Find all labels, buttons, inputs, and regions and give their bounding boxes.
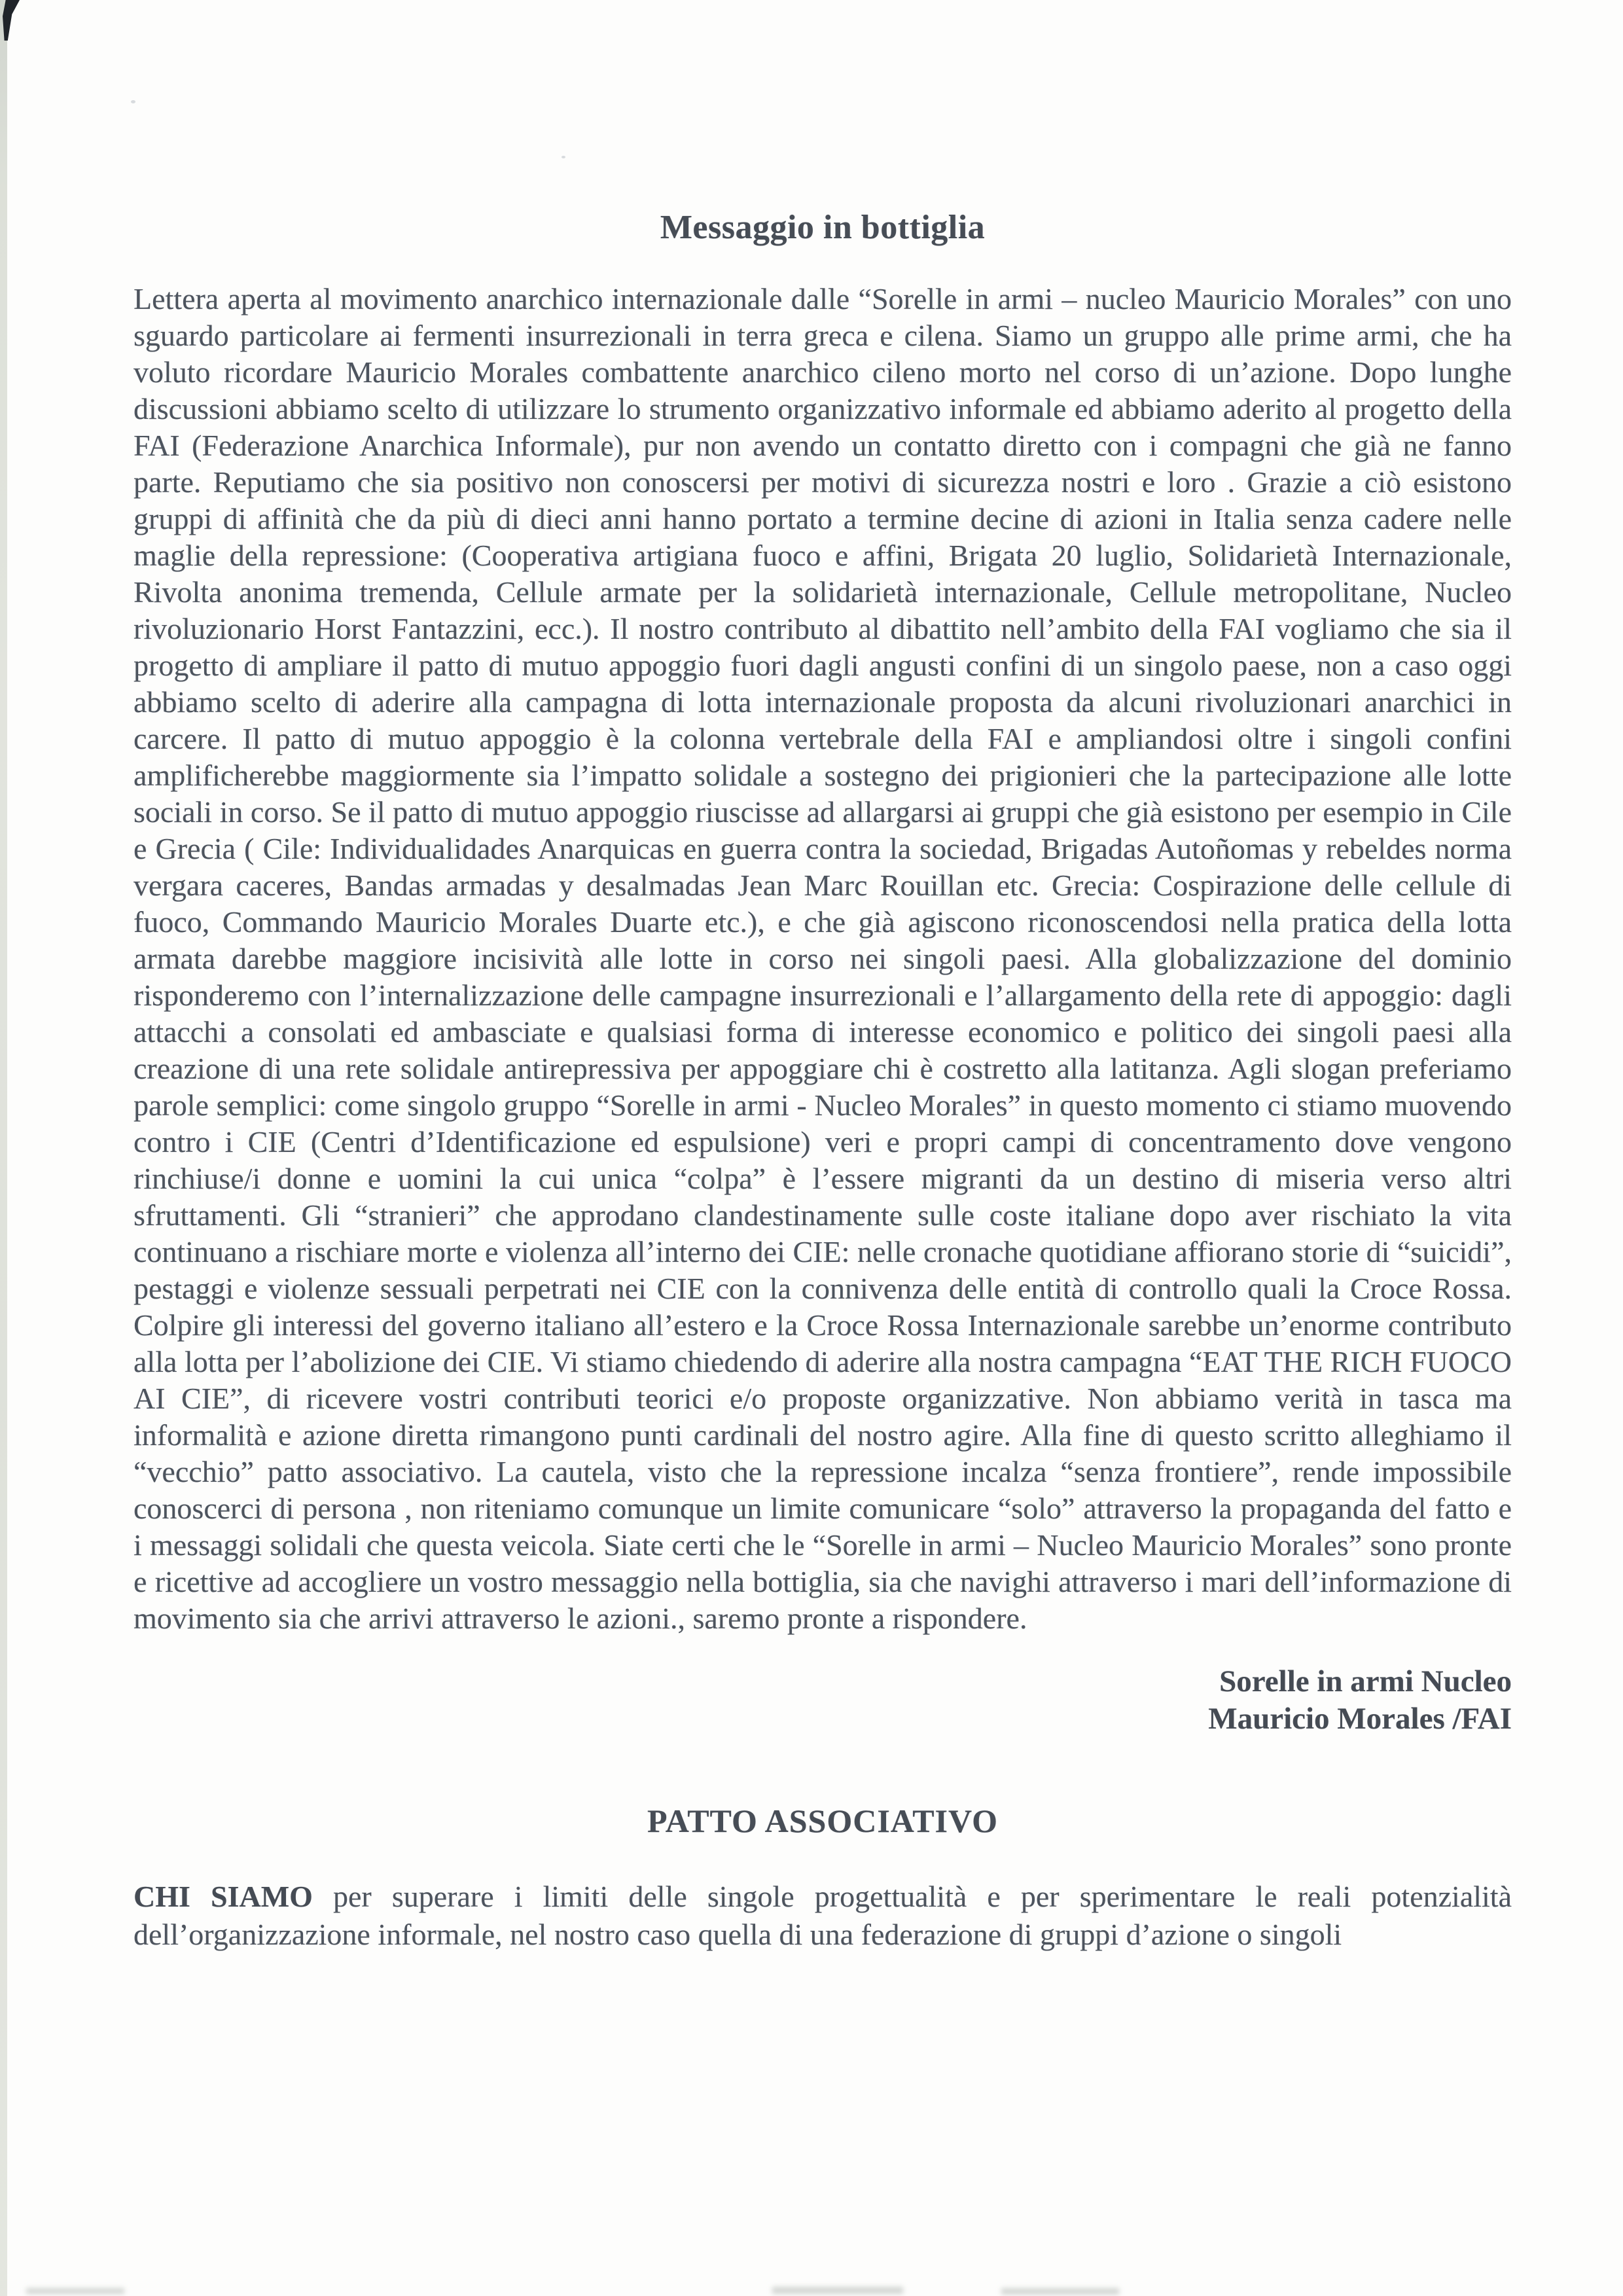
scan-corner-mark: [3, 0, 20, 41]
scan-bottom-smudge: [772, 2287, 903, 2294]
scan-bottom-smudge: [26, 2288, 124, 2294]
section-heading: PATTO ASSOCIATIVO: [647, 1803, 999, 1839]
signature-line: Mauricio Morales /FAI: [1208, 1702, 1512, 1736]
signature-line: Sorelle in armi Nucleo: [1219, 1664, 1512, 1698]
chi-siamo-label: CHI SIAMO: [134, 1880, 313, 1913]
letter-content: [134, 0, 1512, 1954]
signature-block: [134, 1663, 1512, 1738]
letter-paragraph: Lettera aperta al movimento anarchico internazionale dalle “Sorelle in armi – nucleo Mauricio Morales” con uno sguardo particolare ai fermenti insurrezionali in terra greca e cilena. Siamo un gruppo alle prime armi, che ha voluto ricordare Mauricio Morales combattente anarchico cileno morto nel corso di un’azione. Dopo lunghe discussioni abbiamo scelto di utilizzare lo strumento organizzativo informale ed abbiamo aderito al progetto della FAI (Federazione Anarchica Informale), pur non avendo un contatto diretto con i compagni che già ne fanno parte. Reputiamo che sia positivo non conoscersi per motivi di sicurezza nostri e loro . Grazie a ciò esistono gruppi di affinità che da più di dieci anni hanno portato a termine decine di azioni in Italia senza cadere nelle maglie della repressione: (Cooperativa artigiana fuoco e affini, Brigata 20 luglio, Solidarietà Internazionale, Rivolta anonima tremenda, Cellule armate per la solidarietà internazionale, Cellule metropolitane, Nucleo rivoluzionario Horst Fantazzini, ecc.). Il nostro contributo al dibattito nell’ambito della FAI vogliamo che sia il progetto di ampliare il patto di mutuo appoggio fuori dagli angusti confini di un singolo paese, non a caso oggi abbiamo scelto di aderire alla campagna di lotta internazionale proposta da alcuni rivoluzionari anarchici in carcere. Il patto di mutuo appoggio è la colonna vertebrale della FAI e ampliandosi oltre i singoli confini amplificherebbe maggiormente sia l’impatto solidale a sostegno dei prigionieri che la partecipazione alle lotte sociali in corso. Se il patto di mutuo appoggio riuscisse ad allargarsi ai gruppi che già esistono per esempio in Cile e Grecia ( Cile: Individualidades Anarquicas en guerra contra la sociedad, Brigadas Autoñomas y rebeldes norma vergara caceres, Bandas armadas y desalmadas Jean Marc Rouillan etc. Grecia: Cospirazione delle cellule di fuoco, Commando Mauricio Morales Duarte etc.), e che già agiscono riconoscendosi nella pratica della lotta armata darebbe maggiore incisività alle lotte in corso nei singoli paesi. Alla globalizzazione del dominio risponderemo con l’internalizzazione delle campagne insurrezionali e l’allargamento della rete di appoggio: dagli attacchi a consolati ed ambasciate e qualsiasi forma di interesse economico e politico dei singoli paesi alla creazione di una rete solidale antirepressiva per appoggiare chi è costretto alla latitanza. Agli slogan preferiamo parole semplici: come singolo gruppo “Sorelle in armi - Nucleo Morales” in questo momento ci stiamo muovendo contro i CIE (Centri d’Identificazione ed espulsione) veri e propri campi di concentramento dove vengono rinchiuse/i donne e uomini la cui unica “colpa” è l’essere migranti da un destino di miseria verso altri sfruttamenti. Gli “stranieri” che approdano clandestinamente sulle coste italiane dopo aver rischiato la vita continuano a rischiare morte e violenza all’interno dei CIE: nelle cronache quotidiane affiorano storie di “suicidi”, pestaggi e violenze sessuali perpetrati nei CIE con la connivenza delle entità di controllo quali la Croce Rossa. Colpire gli interessi del governo italiano all’estero e la Croce Rossa Internazionale sarebbe un’enorme contributo alla lotta per l’abolizione dei CIE. Vi stiamo chiedendo di aderire alla nostra campagna “EAT THE RICH FUOCO AI CIE”, di ricevere vostri contributi teorici e/o proposte organizzative. Non abbiamo verità in tasca ma informalità e azione diretta rimangono punti cardinali del nostro agire. Alla fine di questo scritto alleghiamo il “vecchio” patto associativo. La cautela, visto che la repressione incalza “senza frontiere”, rende impossibile conoscerci di persona , non riteniamo comunque un limite comunicare “solo” attraverso la propaganda del fatto e i messaggi solidali che questa veicola. Siate certi che le “Sorelle in armi – Nucleo Mauricio Morales” sono pronte e ricettive ad accogliere un vostro messaggio nella bottiglia, sia che navighi attraverso i mari dell’informazione di movimento sia che arrivi attraverso le azioni., saremo pronte a rispondere.: [134, 282, 1512, 1635]
chi-siamo-paragraph: [134, 1878, 1512, 1954]
document-title: Messaggio in bottiglia: [660, 209, 986, 246]
chi-siamo-text: per superare i limiti delle singole progettualità e per sperimentare le reali potenzialità dell’organizzazione informale, nel nostro caso quella di una federazione di gruppi d’azione o singoli: [134, 1880, 1512, 1951]
scan-edge-artifact: [0, 0, 7, 2296]
scan-bottom-smudge: [1001, 2288, 1119, 2295]
